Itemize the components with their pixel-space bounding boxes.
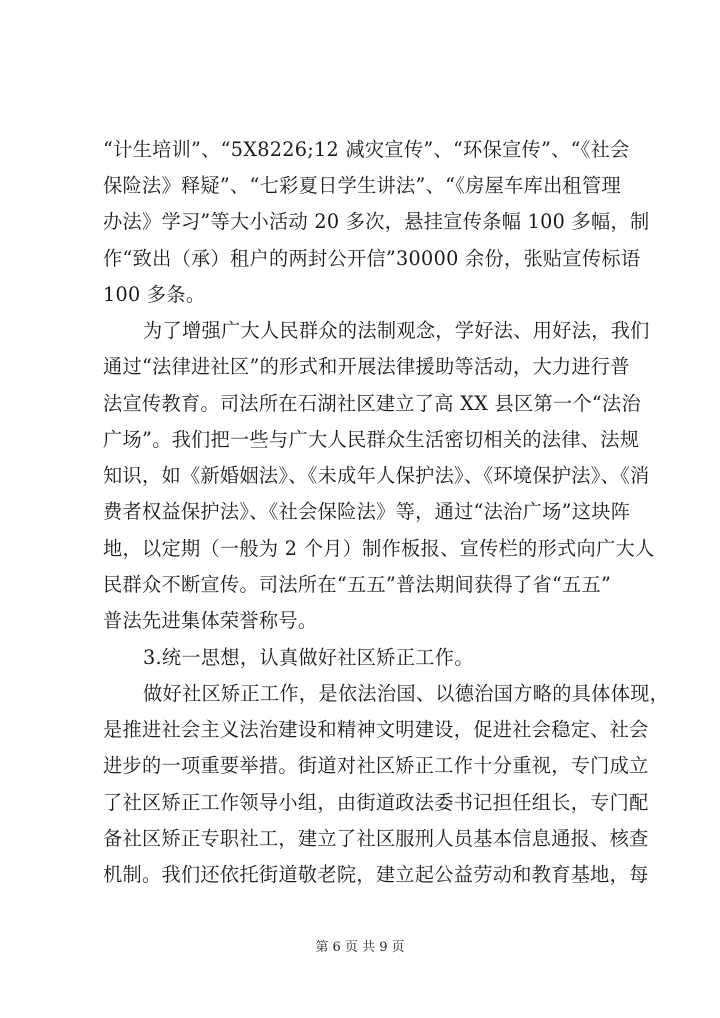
text-line: “计生培训”、“5X8226;12 减灾宣传”、“环保宣传”、“《社会 (103, 138, 630, 161)
text-line: 办法》学习”等大小活动 20 多次，悬挂宣传条幅 100 多幅，制 (103, 210, 650, 233)
text-line: 是推进社会主义法治建设和精神文明建设，促进社会稳定、社会 (103, 718, 649, 741)
text-line: 了社区矫正工作领导小组，由街道政法委书记担任组长，专门配 (103, 791, 649, 814)
text-line: 普法先进集体荣誉称号。 (103, 609, 318, 632)
text-line: 作“致出（承）租户的两封公开信”30000 余份，张贴宣传标语 (103, 247, 641, 270)
section-heading: 3.统一思想，认真做好社区矫正工作。 (143, 646, 474, 669)
text-line: 民群众不断宣传。司法所在“五五”普法期间获得了省“五五” (103, 573, 612, 596)
text-line: 费者权益保护法》、《社会保险法》等，通过“法治广场”这块阵 (103, 500, 631, 523)
text-line: 进步的一项重要举措。街道对社区矫正工作十分重视，专门成立 (103, 754, 649, 777)
text-line: 保险法》释疑”、“七彩夏日学生讲法”、“《房屋车库出租管理 (103, 174, 622, 197)
text-line: 广场”。我们把一些与广大人民群众生活密切相关的法律、法规 (103, 428, 640, 451)
paragraph-first-line: 为了增强广大人民群众的法制观念，学好法、用好法，我们 (143, 319, 650, 342)
paragraph-first-line: 做好社区矫正工作，是依法治国、以德治国方略的具体体现， (143, 682, 670, 705)
text-line: 法宣传教育。司法所在石湖社区建立了高 XX 县区第一个“法治 (103, 392, 642, 415)
text-line: 100 多条。 (103, 283, 206, 306)
text-line: 地，以定期（一般为 2 个月）制作板报、宣传栏的形式向广大人 (103, 537, 655, 560)
page-footer: 第 6 页 共 9 页 (315, 940, 405, 955)
text-line: 机制。我们还依托街道敬老院，建立起公益劳动和教育基地，每 (103, 863, 649, 886)
text-line: 通过“法律进社区”的形式和开展法律援助等活动，大力进行普 (103, 355, 630, 378)
text-line: 备社区矫正专职社工，建立了社区服刑人员基本信息通报、核查 (103, 827, 649, 850)
text-line: 知识，如《新婚姻法》、《未成年人保护法》、《环境保护法》、《消 (103, 464, 650, 487)
